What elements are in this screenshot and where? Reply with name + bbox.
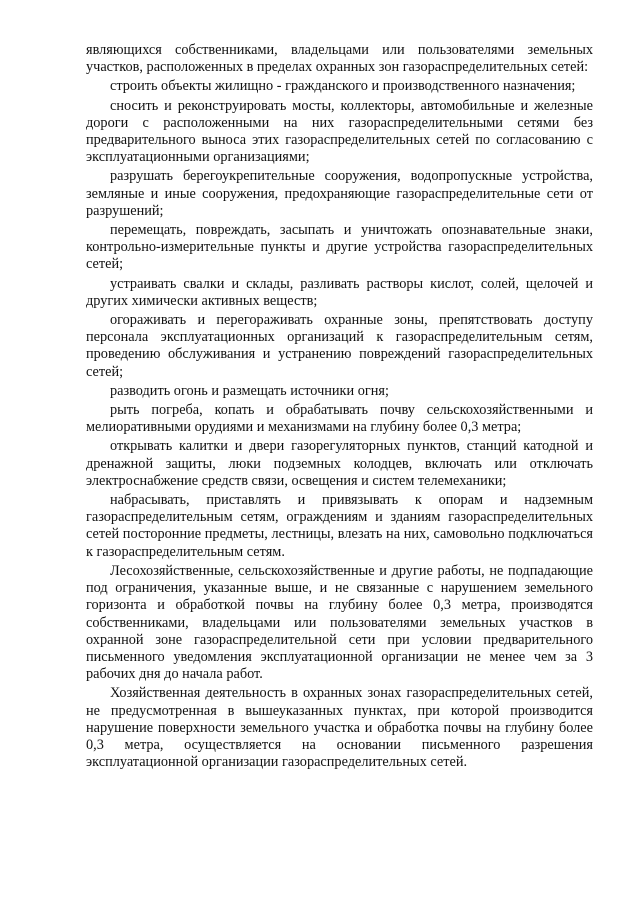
- list-item-fencing: огораживать и перегораживать охранные зоны, препятствовать доступу персонала эксплуатационных организаций к газораспределительным сетям, проведению обслуживания и устранению повреждений газораспределительных сетей;: [86, 312, 593, 380]
- list-item-digging: рыть погреба, копать и обрабатывать почву сельскохозяйственными и мелиоративными орудиями и механизмами на глубину более 0,3 метра;: [86, 402, 593, 436]
- list-item-dumps: устраивать свалки и склады, разливать растворы кислот, солей, щелочей и других химически активных веществ;: [86, 275, 593, 309]
- list-item-fire: разводить огонь и размещать источники огня;: [110, 382, 389, 399]
- paragraph-forestry-works: Лесохозяйственные, сельскохозяйственные и другие работы, не подпадающие под ограничения, указанные выше, и не связанные с нарушением земельного горизонта и обработкой почвы на глубину более 0,3 метра, производятся собственниками, владельцами или пользователями земельных участков в охранной зоне газораспределительной сети при условии предварительного письменного уведомления эксплуатационной организации не менее чем за 3 рабочих дня до начала работ.: [86, 562, 593, 683]
- list-item-attach-objects: набрасывать, приставлять и привязывать к опорам и надземным газораспределительным сетям, ограждениям и зданиям газораспределительных сетей посторонние предметы, лестницы, влезать на них, самовольно подключаться к газораспределительным сетям.: [86, 492, 593, 560]
- list-item-move-signs: перемещать, повреждать, засыпать и уничтожать опознавательные знаки, контрольно-измерительные пункты и другие устройства газораспределительных сетей;: [86, 222, 593, 273]
- document-body: [86, 42, 593, 771]
- paragraph-economic-activity: Хозяйственная деятельность в охранных зонах газораспределительных сетей, не предусмотренная в вышеуказанных пунктах, при которой производится нарушение поверхности земельного участка и обработка почвы на глубину более 0,3 метра, осуществляется на основании письменного разрешения эксплуатационной организации газораспределительных сетей.: [86, 685, 593, 771]
- list-item-build: строить объекты жилищно - гражданского и производственного назначения;: [110, 78, 576, 95]
- list-item-open-doors: открывать калитки и двери газорегуляторных пунктов, станций катодной и дренажной защиты, люки подземных колодцев, включать или отключать электроснабжение средств связи, освещения и систем телемеханики;: [86, 438, 593, 489]
- paragraph-intro-continuation: являющихся собственниками, владельцами или пользователями земельных участков, расположенных в пределах охранных зон газораспределительных сетей:: [86, 42, 593, 76]
- list-item-demolish: сносить и реконструировать мосты, коллекторы, автомобильные и железные дороги с расположенными на них газораспределительными сетями без предварительного выноса этих газораспределительных сетей по согласованию с эксплуатационными организациями;: [86, 97, 593, 166]
- list-item-destroy-structures: разрушать берегоукрепительные сооружения, водопропускные устройства, земляные и иные сооружения, предохраняющие газораспределительные сети от разрушений;: [86, 168, 593, 219]
